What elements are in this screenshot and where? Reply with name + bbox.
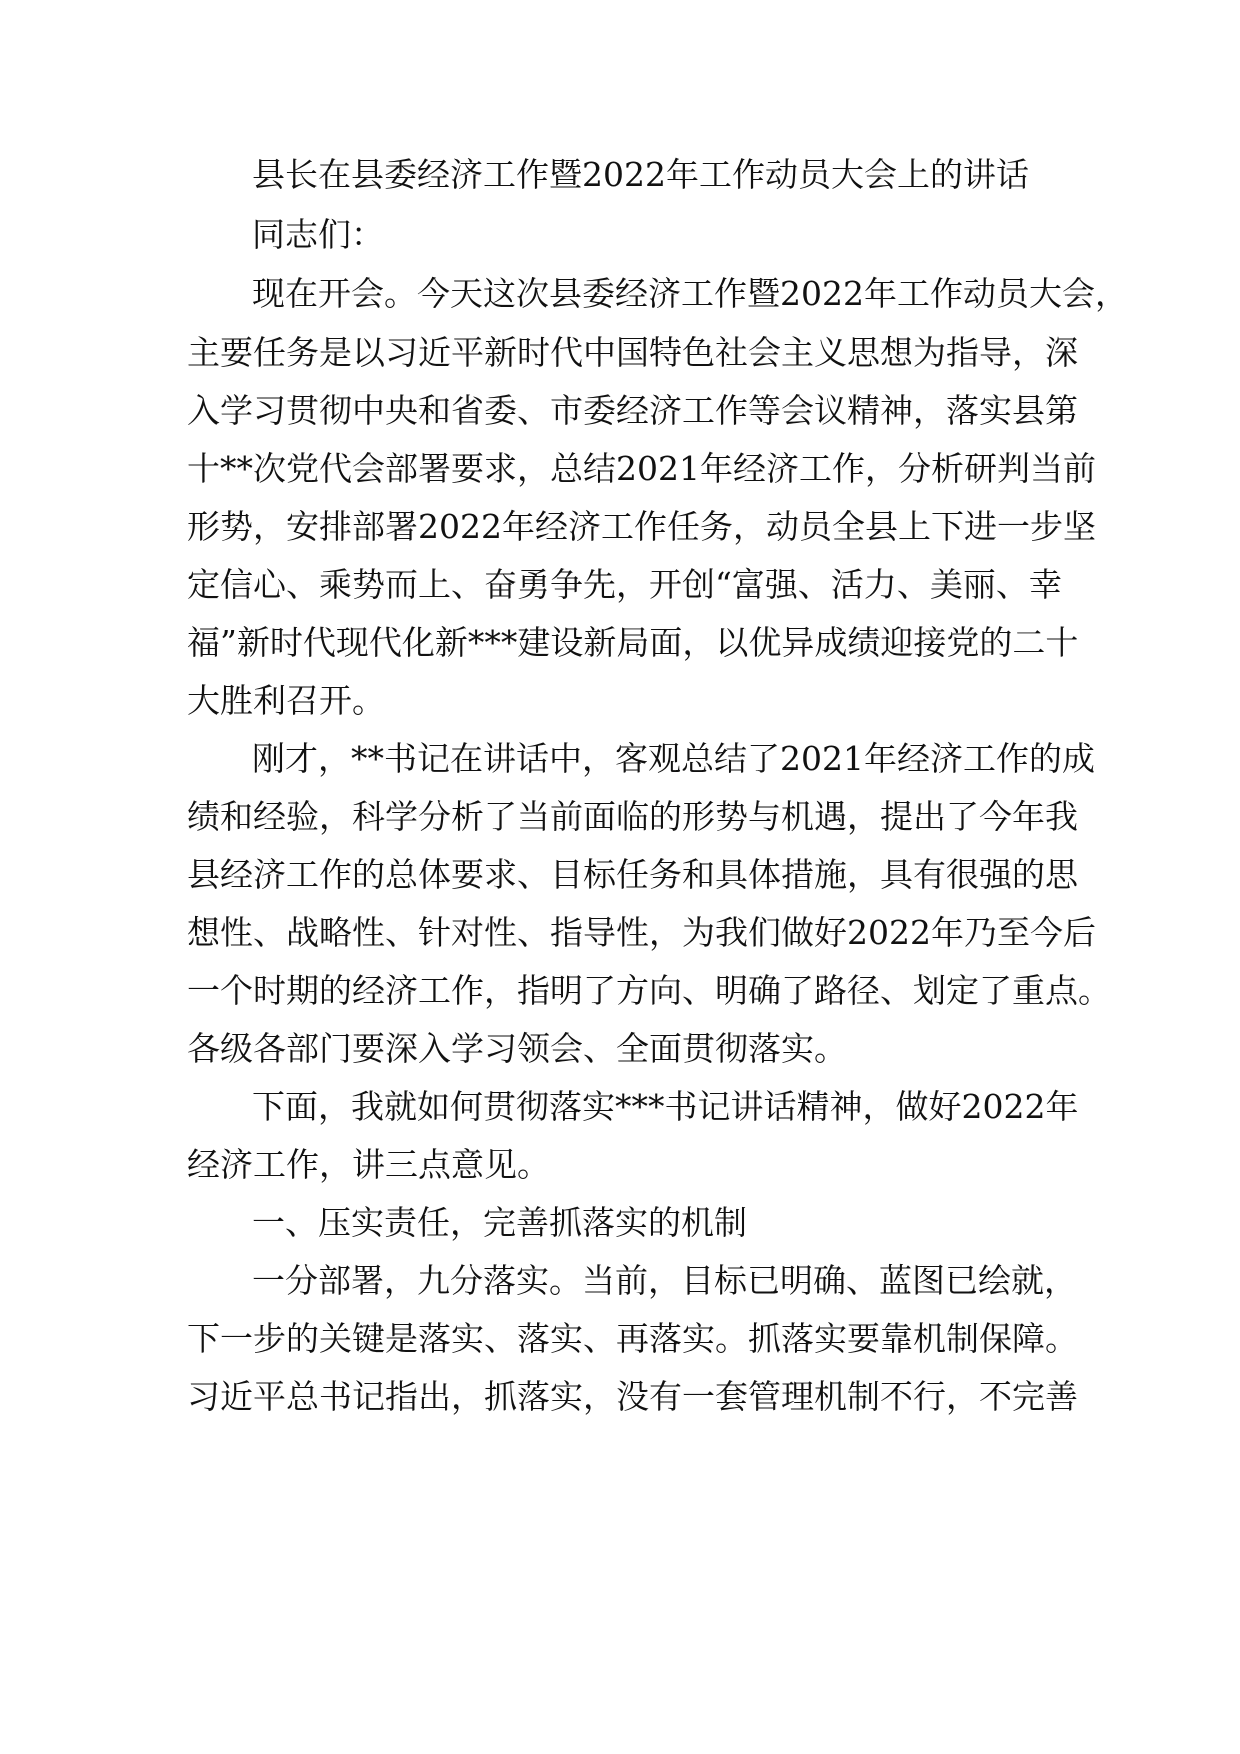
salutation: 同志们： bbox=[252, 215, 384, 254]
paragraph-line: 各级各部门要深入学习领会、全面贯彻落实。 bbox=[187, 1029, 847, 1068]
paragraph-line: 绩和经验，科学分析了当前面临的形势与机遇，提出了今年我 bbox=[187, 797, 1078, 836]
paragraph-line: 想性、战略性、针对性、指导性，为我们做好2022年乃至今后 bbox=[187, 913, 1096, 952]
section-heading: 一、压实责任，完善抓落实的机制 bbox=[252, 1203, 747, 1242]
paragraph-line: 刚才，**书记在讲话中，客观总结了2021年经济工作的成 bbox=[252, 739, 1095, 778]
paragraph-line: 一分部署，九分落实。当前，目标已明确、蓝图已绘就， bbox=[252, 1261, 1077, 1300]
paragraph-line: 定信心、乘势而上、奋勇争先，开创“富强、活力、美丽、幸 bbox=[187, 565, 1062, 604]
paragraph-line: 习近平总书记指出，抓落实，没有一套管理机制不行，不完善 bbox=[187, 1377, 1078, 1416]
paragraph-line: 主要任务是以习近平新时代中国特色社会主义思想为指导，深 bbox=[187, 333, 1078, 372]
paragraph-line: 入学习贯彻中央和省委、市委经济工作等会议精神，落实县第 bbox=[187, 391, 1078, 430]
paragraph-line: 现在开会。今天这次县委经济工作暨2022年工作动员大会， bbox=[252, 274, 1128, 313]
paragraph-line: 县经济工作的总体要求、目标任务和具体措施，具有很强的思 bbox=[187, 855, 1078, 894]
paragraph-line: 下一步的关键是落实、落实、再落实。抓落实要靠机制保障。 bbox=[187, 1319, 1078, 1358]
paragraph-line: 大胜利召开。 bbox=[187, 681, 385, 720]
paragraph-line: 一个时期的经济工作，指明了方向、明确了路径、划定了重点。 bbox=[187, 971, 1111, 1010]
paragraph-line: 经济工作，讲三点意见。 bbox=[187, 1145, 550, 1184]
paragraph-line: 十**次党代会部署要求，总结2021年经济工作，分析研判当前 bbox=[187, 449, 1096, 488]
document-title: 县长在县委经济工作暨2022年工作动员大会上的讲话 bbox=[252, 155, 1029, 194]
paragraph-line: 福”新时代现代化新***建设新局面，以优异成绩迎接党的二十 bbox=[187, 623, 1079, 662]
paragraph-line: 形势，安排部署2022年经济工作任务，动员全县上下进一步坚 bbox=[187, 507, 1096, 546]
paragraph-line: 下面，我就如何贯彻落实***书记讲话精神，做好2022年 bbox=[252, 1087, 1079, 1126]
